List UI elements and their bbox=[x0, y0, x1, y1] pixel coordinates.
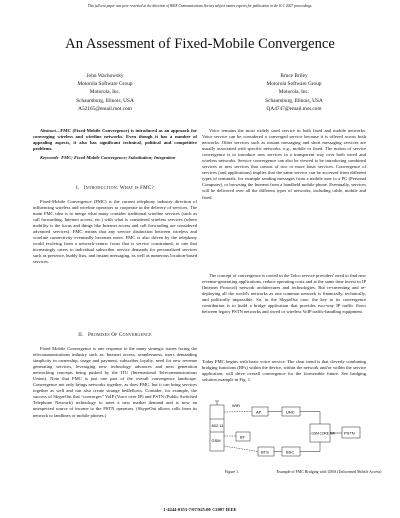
unc-label: UNC bbox=[286, 409, 295, 415]
bsc-label: BSC bbox=[286, 449, 295, 455]
page-footer: 1-4244-0353-7/07/$25.00 ©2007 IEEE bbox=[163, 507, 237, 512]
paragraph: Voice remains the most widely used service in both fixed and mobile networks. Voice service can be considered a converged service because it is offered across both networks. Other services such as instant messaging and short messaging services are usually associated with specific networks, e.g., mobile or fixed. The notion of service convergence is to introduce new services in a transparent way over both wired and wireless networks. Service convergence can also be viewed to be introducing combined services or new services that consist of two or more basic services. Convergence of services (and applications) implies that the same service can be accessed from different types of terminals, for example sending messages from a mobile user to a PC (Personal Computer), or browsing the Internet from a handheld mobile phone. Eventually, services will be delivered over all the different types of networks, including cable, mobile and fixed. bbox=[202, 128, 366, 200]
body-text bbox=[33, 346, 197, 419]
paragraph: The concept of convergence is rooted in the Telco service providers' need to find new revenue-generating applications, reduce operating costs and at the same time invest in IP (Internet Protocol) network architectures and technologies. But re-inventing and re-deploying all the world's networks as one common network is financially, technically, and politically impossible. So, in the SkypeOut case, the key to its convergence contribution is to build a bridge application that provides two-way IP traffic flows between legacy PSTN networks and wired or wireless VoIP traffic-handling equipment. bbox=[202, 273, 366, 315]
section-title: Introduction: What is FMC? bbox=[83, 185, 154, 191]
paper-title: An Assessment of Fixed-Mobile Convergence bbox=[65, 36, 335, 52]
author-org: Motorola Software Group bbox=[77, 81, 133, 88]
abstract-text: —FMC (Fixed-Mobile Convergence) is introduced as an approach for converging wireless and wireline networks. Even though it has a number of appealing aspects, it also has significant technical, political and competitive problems. bbox=[33, 128, 197, 152]
paragraph: Today FMC begins with basic voice service. The clear trend is that cleverly combining bridging functions (BFs) within the device, within the network and/or within the service application, will drive overall convergence for the foreseeable future. See bridging solution example in Fig. 1. bbox=[202, 359, 366, 383]
author-city: Schaumburg, Illinois, USA bbox=[265, 97, 323, 104]
paragraph: Fixed-Mobile Convergence (FMC) is the current telephony industry direction of influencing wireless and wireline operators to cooperate in the delivery of services. The main FMC idea is to merge what many consider traditional wireline services (such as call forwarding, Internet access, etc.) with what is considered wireless services (where mobility is the focus and things like Internet access and call forwarding are considered advanced services). FMC means that any service distinction between wireless and wireline connectivity eventually becomes moot. FMC is also driven by the telephony world evolving from a network-centric focus that is service constrained, to one that increasingly caters to individual subscriber service demands for personalized services such as presence, buddy lists, and instant messaging, as well as numerous location-based services. bbox=[33, 199, 197, 265]
keywords-label: Keywords- bbox=[40, 155, 60, 161]
gsm-label: GSM bbox=[211, 438, 221, 443]
author-name: John Wachowsky bbox=[86, 73, 124, 79]
author-name: Bruce Briley bbox=[280, 73, 308, 79]
pstn-label: PSTN bbox=[344, 430, 355, 436]
section-heading bbox=[33, 332, 197, 338]
author-block bbox=[45, 72, 165, 113]
abstract bbox=[33, 128, 197, 161]
author-company: Motorola, Inc. bbox=[278, 89, 310, 96]
body-text bbox=[202, 359, 366, 383]
figure-caption: Example of FMC Bridging with UMA (Unlicensed Mobile Access) bbox=[276, 470, 382, 474]
author-company: Motorola, Inc. bbox=[89, 89, 121, 96]
dual-mode-device-box bbox=[210, 405, 224, 451]
keywords-text: FMC; Fixed-Mobile Convergence; Substitution; Integration bbox=[61, 155, 176, 161]
section-heading bbox=[33, 185, 197, 191]
section-numeral: I. bbox=[76, 185, 80, 191]
paragraph: Fixed Mobile Convergence is one response to the many strategic issues facing the telecommunications industry such as: Internet access, seamlessness, users demanding simplicity in ownership, usage and payment, subscriber loyalty, need for new revenue generating services, leveraging new technology advances and next generation networking concepts being pushed by the ITU (International Telecommunications Union). Note that FMC is just one part of the overall convergence landscape. Convergence not only brings networks together, as does FMC, but it can bring services together as well and can also create strange bedfellows. Consider, for example, the success of SkypeOut that “converges” VoIP (Voice over IP) and PSTN (Public Switched Telephone Network) technology to meet a new market demand and is now an unexpected source of income to the PSTN operators. (SkypeOut allows calls from its network to landlines or mobile phones.) bbox=[33, 346, 197, 418]
ap-label: AP bbox=[256, 409, 262, 415]
body-text bbox=[202, 273, 366, 315]
figure-number: Figure 1. bbox=[225, 470, 240, 474]
bts-label: BTS bbox=[261, 449, 269, 455]
body-text bbox=[33, 199, 197, 266]
section-numeral: II. bbox=[78, 332, 84, 338]
author-email: A52165@email.mot.com bbox=[78, 105, 132, 112]
wifi-label: WiFi bbox=[232, 403, 240, 408]
author-block bbox=[234, 72, 354, 113]
body-text bbox=[202, 128, 366, 201]
gsm-core-label: GSM CORE NW bbox=[311, 431, 336, 436]
ieee-label: 802.11 bbox=[211, 423, 224, 428]
author-city: Schaumburg, Illinois, USA bbox=[76, 97, 134, 104]
author-org: Motorola Software Group bbox=[266, 81, 322, 88]
bt-label: BT bbox=[240, 434, 246, 440]
author-email: QA4747@email.mot.com bbox=[266, 105, 322, 112]
section-title: Promises Of Convergence bbox=[87, 332, 152, 338]
abstract-label: Abstract bbox=[40, 128, 56, 133]
top-note: This full text paper was peer reviewed at the direction of IEEE Communications Society subject matter experts for publication in the ICC 2007 proceedings. bbox=[87, 4, 313, 8]
fmc-bridging-diagram bbox=[202, 399, 372, 467]
